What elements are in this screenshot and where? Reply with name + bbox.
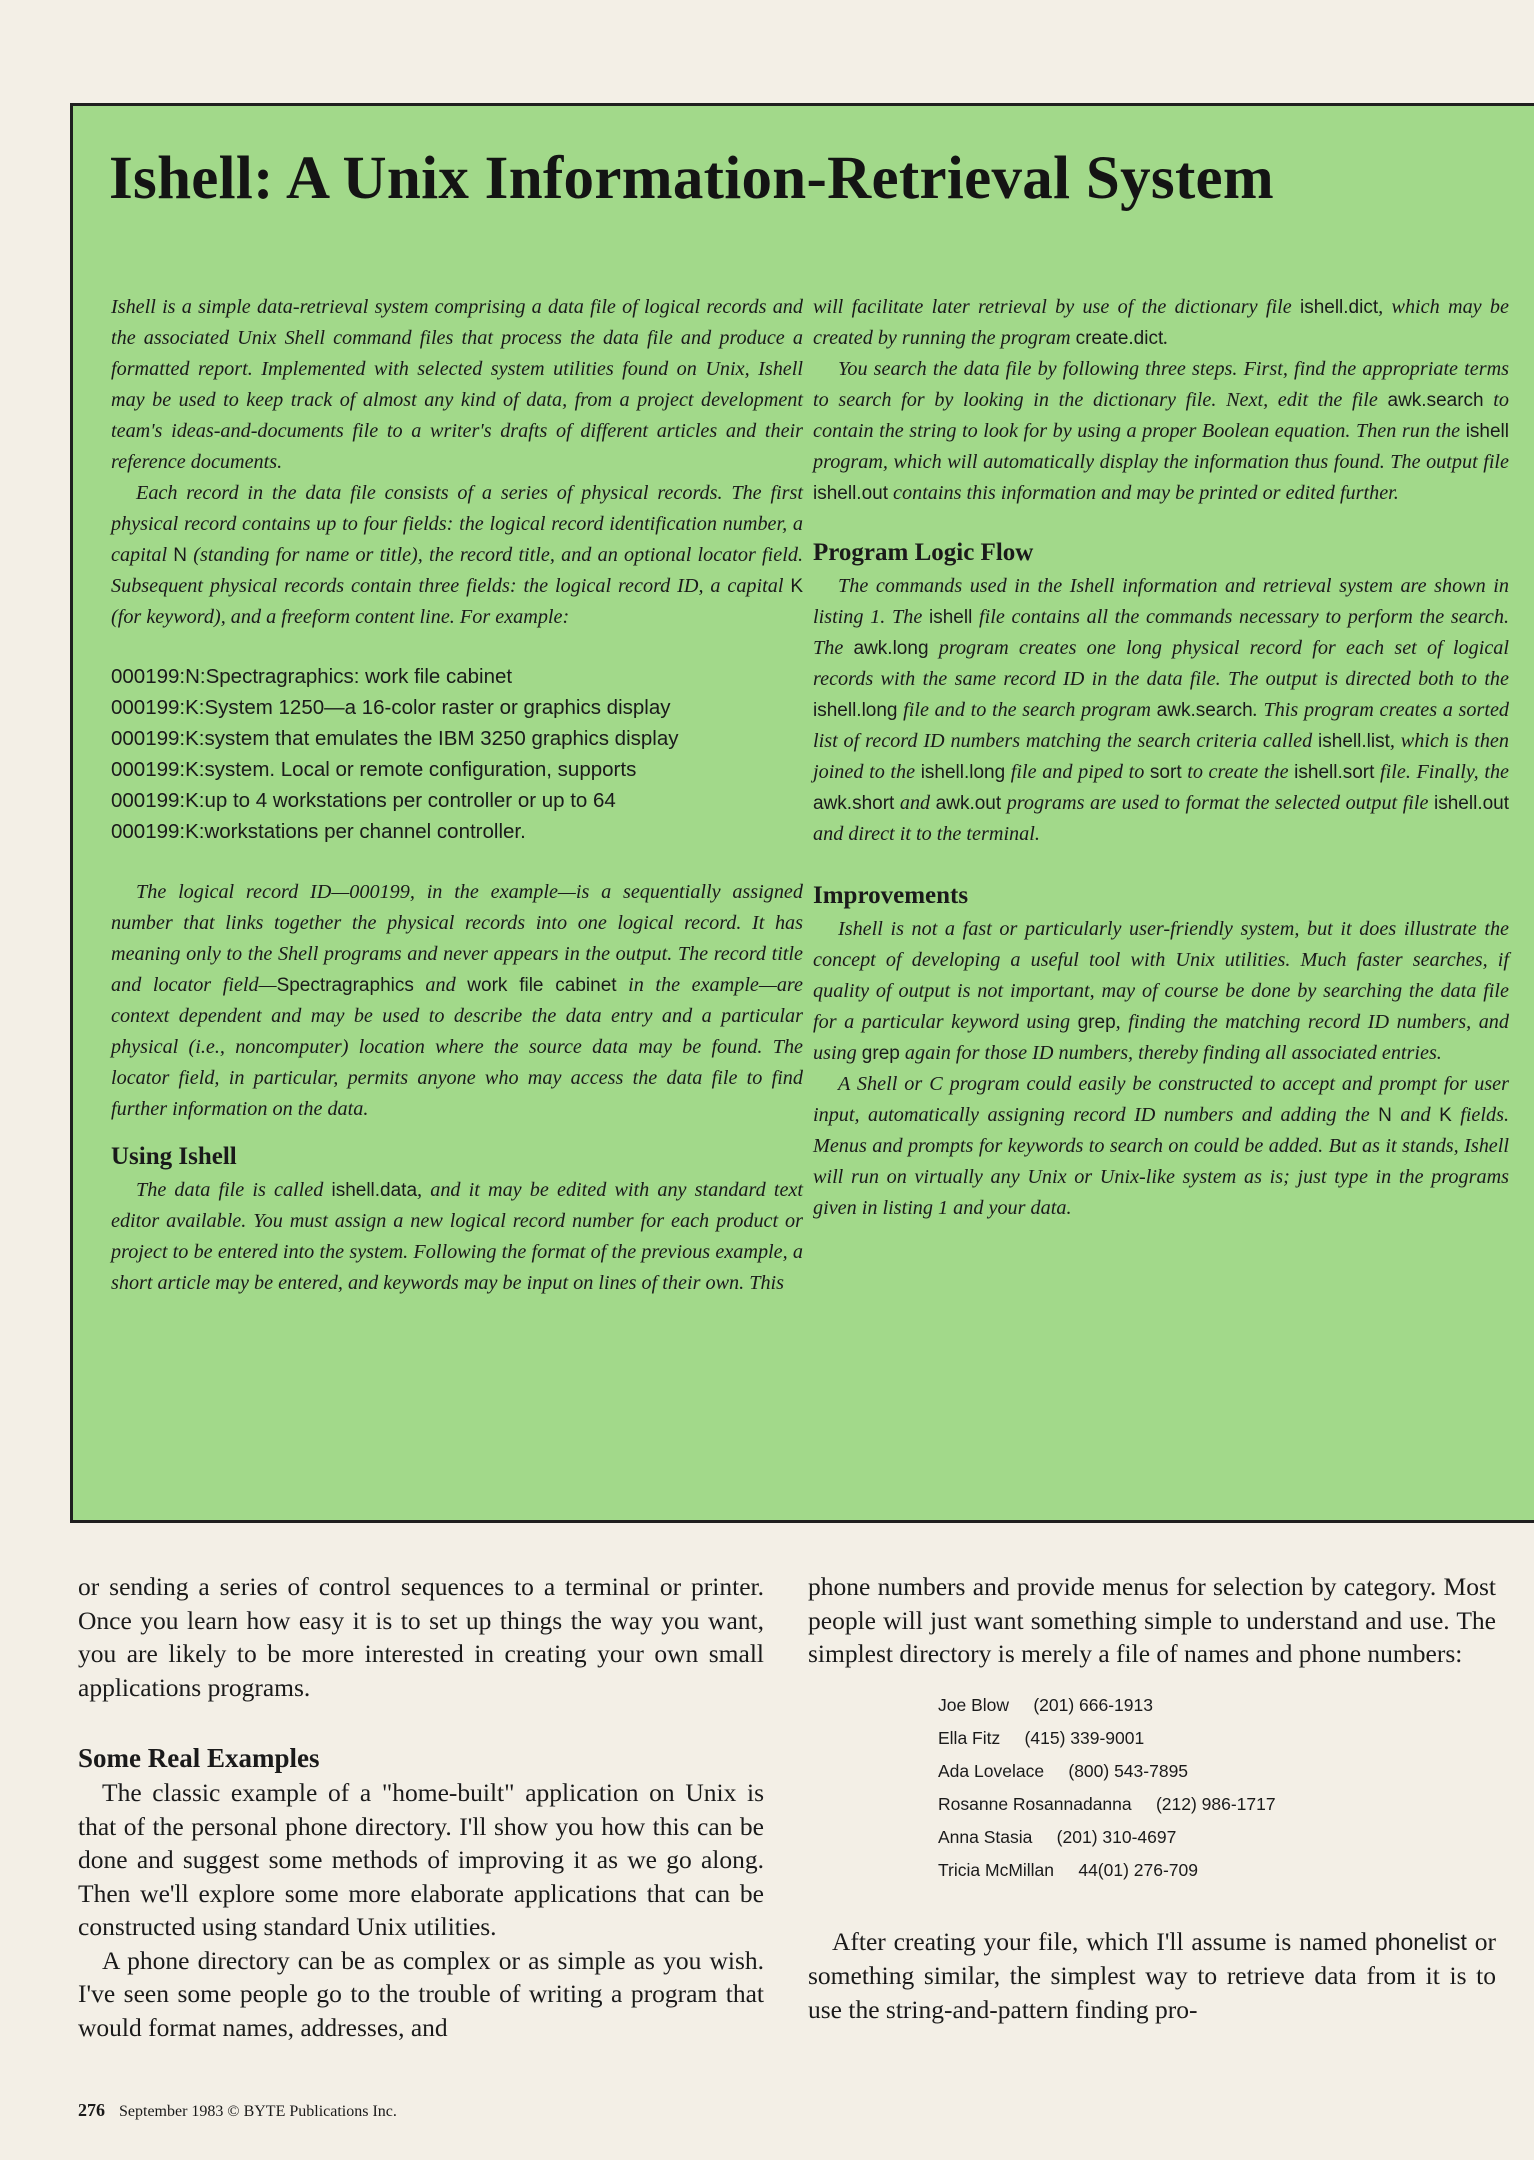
code-example (111, 661, 803, 847)
article-paragraph: phone numbers and provide menus for selection by category. Most people will just want something simple to understand and use. The simplest directory is merely a file of names and phone numbers: (808, 1572, 1496, 1668)
page-number: 276 (78, 2100, 105, 2120)
section-heading-using-ishell: Using Ishell (111, 1143, 237, 1170)
code-line: 000199:K:system that emulates the IBM 3250 graphics display (111, 727, 679, 750)
article-paragraph: The classic example of a "home-built" application on Unix is that of the personal phone directory. I'll show you how this can be done and suggest some methods of improving it as we go along. Then we'll explore some more elaborate applications that can be constructed using standard Unix utilities. (78, 1778, 764, 1941)
sidebar-left-column (111, 292, 803, 1299)
phone-list-entry: Rosanne Rosannadanna (212) 986-1717 (938, 1793, 1276, 1814)
code-line: 000199:K:system. Local or remote configuration, supports (111, 758, 637, 781)
article-right-column (808, 1570, 1496, 2026)
code-line: 000199:N:Spectragraphics: work file cabinet (111, 665, 513, 688)
article-paragraph: After creating your file, which I'll assume is named phonelist or something similar, the simplest way to retrieve data from it is to use the string-and-pattern finding pro- (808, 1926, 1496, 2024)
sidebar-right-column (813, 292, 1509, 1224)
article-left-column (78, 1570, 764, 2044)
sidebar-title: Ishell: A Unix Information-Retrieval System (109, 145, 1275, 212)
section-heading-some-real-examples: Some Real Examples (78, 1743, 320, 1773)
sidebar-paragraph: A Shell or C program could easily be constructed to accept and prompt for user input, automatically assigning record ID numbers and adding the N and K fields. Menus and prompts for keywords to search on could be added. But as it stands, Ishell will run on virtually any Unix or Unix-like system as is; just type in the programs given in listing 1 and your data. (813, 1073, 1509, 1219)
phone-list-entry: Tricia McMillan 44(01) 276-709 (938, 1859, 1199, 1880)
phone-list-entry: Joe Blow (201) 666-1913 (938, 1694, 1153, 1715)
footer-text: September 1983 © BYTE Publications Inc. (119, 2103, 397, 2120)
section-heading-program-logic-flow: Program Logic Flow (813, 539, 1034, 566)
phone-list-example (938, 1689, 1496, 1887)
sidebar-paragraph: Each record in the data file consists of a series of physical records. The first physical record contains up to four fields: the logical record identification number, a capital N (standing for name or title), the record title, and an optional locator field. Subsequent physical records contain three fields: the logical record ID, a capital K (for keyword), and a freeform content line. For example: (111, 482, 803, 628)
sidebar-paragraph: Ishell is a simple data-retrieval system comprising a data file of logical records and the associated Unix Shell command files that process the data file and produce a formatted report. Implemented with selected system utilities found on Unix, Ishell may be used to keep track of almost any kind of data, from a project development team's ideas-and-documents file to a writer's drafts of different articles and their reference documents. (111, 296, 803, 473)
code-line: 000199:K:System 1250—a 16-color raster or graphics display (111, 696, 671, 719)
phone-list-entry: Anna Stasia (201) 310-4697 (938, 1826, 1177, 1847)
sidebar-paragraph: The data file is called ishell.data, and it may be edited with any standard text editor available. You must assign a new logical record number for each product or project to be entered into the system. Following the format of the previous example, a short article may be entered, and keywords may be input on lines of their own. This (111, 1179, 803, 1294)
sidebar-paragraph: You search the data file by following three steps. First, find the appropriate terms to search for by looking in the dictionary file. Next, edit the file awk.search to contain the string to look for by using a proper Boolean equation. Then run the ishell program, which will automatically display the information thus found. The output file ishell.out contains this information and may be printed or edited further. (813, 358, 1509, 504)
sidebar-paragraph: Ishell is not a fast or particularly user-friendly system, but it does illustrate the concept of developing a useful tool with Unix utilities. Much faster searches, if quality of output is not important, may of course be done by searching the data file for a particular keyword using grep, finding the matching record ID numbers, and using grep again for those ID numbers, thereby finding all associated entries. (813, 918, 1509, 1064)
code-line: 000199:K:workstations per channel controller. (111, 820, 526, 843)
sidebar-paragraph: will facilitate later retrieval by use of the dictionary file ishell.dict, which may be created by running the program create.dict. (813, 296, 1509, 349)
article-paragraph: or sending a series of control sequences to a terminal or printer. Once you learn how easy it is to set up things the way you want, you are likely to be more interested in creating your own small applications programs. (78, 1572, 764, 1702)
phone-list-entry: Ella Fitz (415) 339-9001 (938, 1727, 1145, 1748)
sidebar-paragraph: The logical record ID—000199, in the example—is a sequentially assigned number that links together the physical records into one logical record. It has meaning only to the Shell programs and never appears in the output. The record title and locator field—Spectragraphics and work file cabinet in the example—are context dependent and may be used to describe the data entry and a particular physical (i.e., noncomputer) location where the source data may be found. The locator field, in particular, permits anyone who may access the data file to find further information on the data. (111, 881, 803, 1120)
sidebar-box (70, 103, 1534, 1523)
code-line: 000199:K:up to 4 workstations per controller or up to 64 (111, 789, 616, 812)
section-heading-improvements: Improvements (813, 882, 969, 909)
phone-list-entry: Ada Lovelace (800) 543-7895 (938, 1760, 1189, 1781)
sidebar-paragraph: The commands used in the Ishell information and retrieval system are shown in listing 1. The ishell file contains all the commands necessary to perform the search. The awk.long program creates one long physical record for each set of logical records with the same record ID in the data file. The output is directed both to the ishell.long file and to the search program awk.search. This program creates a sorted list of record ID numbers matching the search criteria called ishell.list, which is then joined to the ishell.long file and piped to sort to create the ishell.sort file. Finally, the awk.short and awk.out programs are used to format the selected output file ishell.out and direct it to the terminal. (813, 575, 1510, 845)
page-footer (78, 2100, 397, 2121)
article-paragraph: A phone directory can be as complex or as simple as you wish. I've seen some people go to the trouble of writing a program that would format names, addresses, and (78, 1945, 764, 2042)
